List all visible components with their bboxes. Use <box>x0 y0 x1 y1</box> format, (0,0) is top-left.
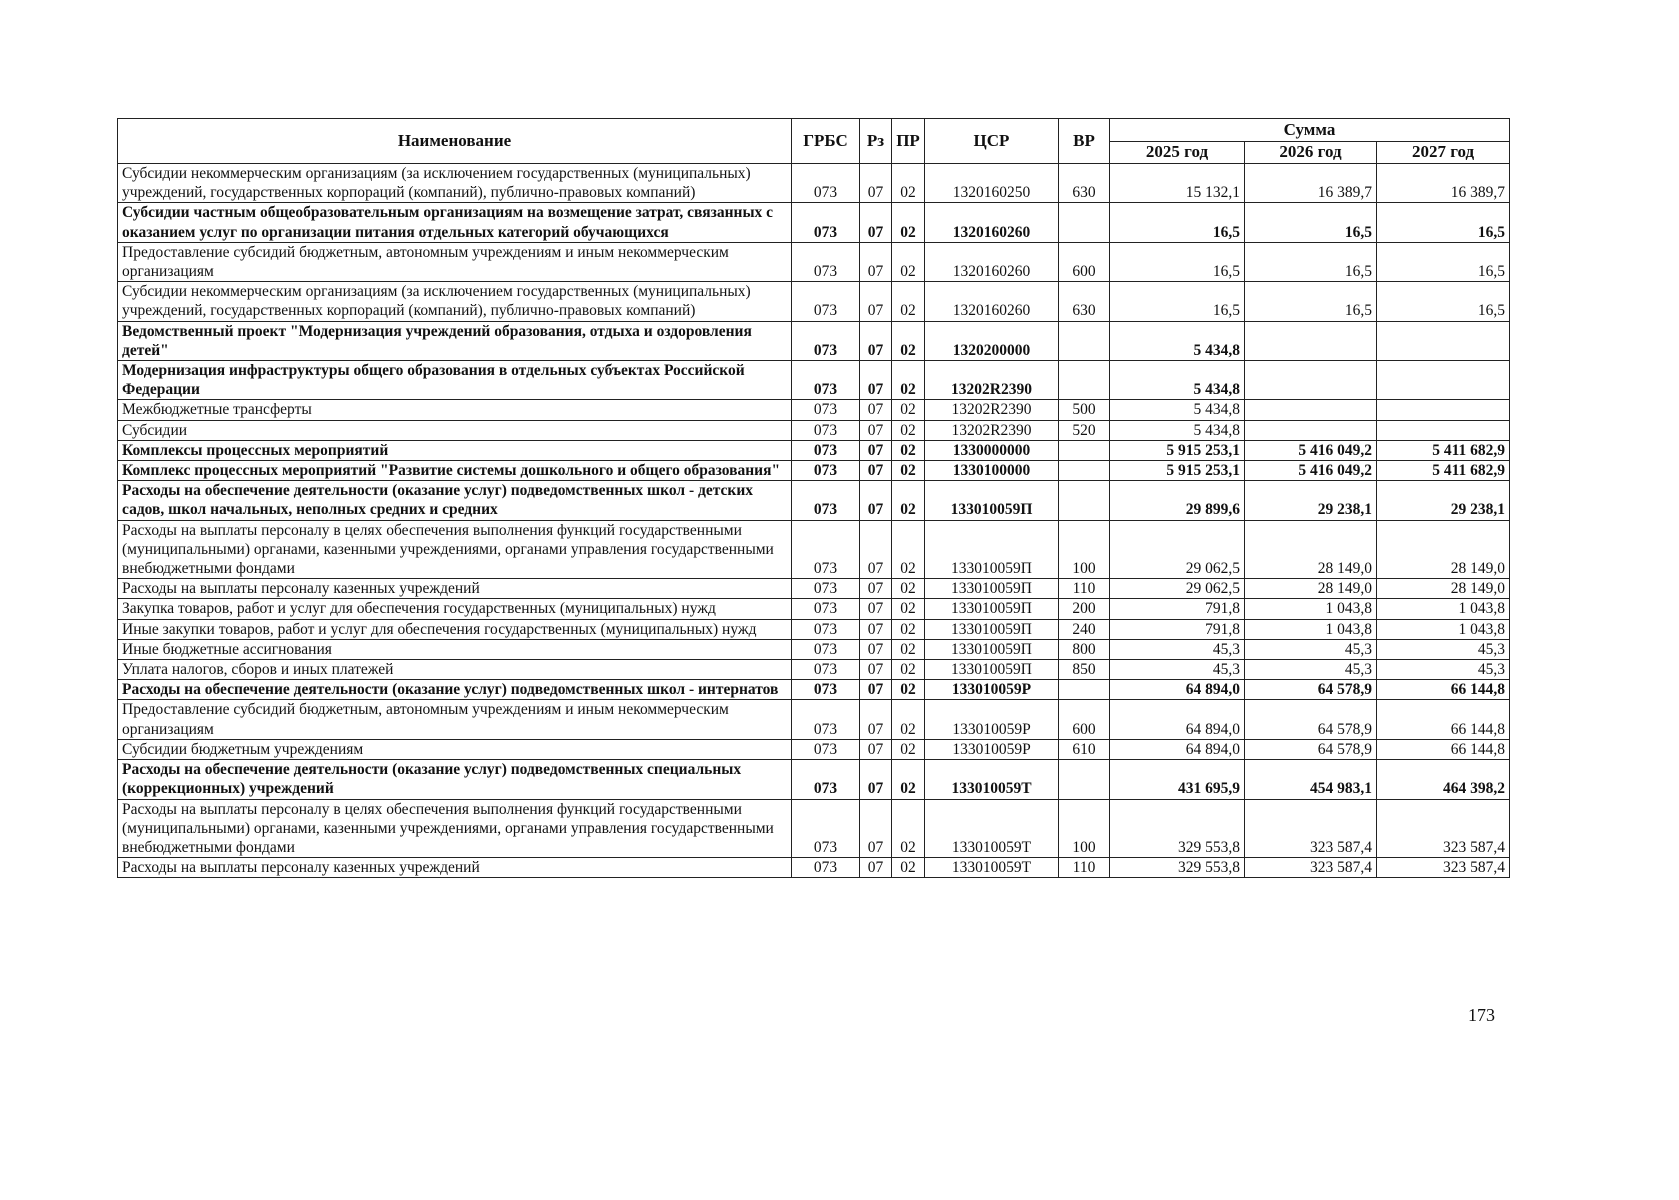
cell-2025: 16,5 <box>1110 203 1245 242</box>
cell-2026: 16 389,7 <box>1245 164 1377 203</box>
cell-vr: 100 <box>1059 799 1110 858</box>
cell-2027: 45,3 <box>1377 639 1510 659</box>
cell-rz: 07 <box>860 579 892 599</box>
cell-pr: 02 <box>892 680 925 700</box>
cell-2026: 1 043,8 <box>1245 619 1377 639</box>
cell-2026: 5 416 049,2 <box>1245 440 1377 460</box>
cell-csr: 13202R2390 <box>925 361 1059 400</box>
cell-grbs: 073 <box>792 203 860 242</box>
cell-grbs: 073 <box>792 440 860 460</box>
cell-pr: 02 <box>892 400 925 420</box>
cell-grbs: 073 <box>792 760 860 799</box>
table-row <box>118 760 1510 799</box>
cell-2027: 323 587,4 <box>1377 858 1510 878</box>
cell-grbs: 073 <box>792 660 860 680</box>
cell-rz: 07 <box>860 242 892 281</box>
cell-name: Расходы на обеспечение деятельности (оказание услуг) подведомственных специальных (коррекционных) учреждений <box>118 760 792 799</box>
cell-2026: 64 578,9 <box>1245 700 1377 739</box>
cell-grbs: 073 <box>792 639 860 659</box>
table-row <box>118 579 1510 599</box>
cell-name: Субсидии некоммерческим организациям (за исключением государственных (муниципальных) учреждений, государственных корпораций (компаний), публично-правовых компаний) <box>118 164 792 203</box>
cell-2026 <box>1245 321 1377 360</box>
budget-table-sheet <box>117 118 1509 878</box>
budget-table <box>117 118 1510 878</box>
table-row <box>118 739 1510 759</box>
cell-2027 <box>1377 400 1510 420</box>
table-row <box>118 461 1510 481</box>
cell-pr: 02 <box>892 321 925 360</box>
cell-vr: 200 <box>1059 599 1110 619</box>
cell-2025: 64 894,0 <box>1110 700 1245 739</box>
table-row <box>118 282 1510 321</box>
cell-csr: 1320160250 <box>925 164 1059 203</box>
cell-name: Уплата налогов, сборов и иных платежей <box>118 660 792 680</box>
cell-2025: 5 434,8 <box>1110 321 1245 360</box>
header-grbs: ГРБС <box>792 119 860 164</box>
cell-name: Расходы на выплаты персоналу в целях обеспечения выполнения функций государственными (муниципальными) органами, казенными учреждениями, органами управления государственными внебюджетными фондами <box>118 520 792 579</box>
cell-csr: 133010059П <box>925 639 1059 659</box>
header-name: Наименование <box>118 119 792 164</box>
header-year-2027: 2027 год <box>1377 141 1510 164</box>
cell-name: Субсидии некоммерческим организациям (за исключением государственных (муниципальных) учреждений, государственных корпораций (компаний), публично-правовых компаний) <box>118 282 792 321</box>
cell-2025: 791,8 <box>1110 599 1245 619</box>
cell-2027: 16 389,7 <box>1377 164 1510 203</box>
header-year-2025: 2025 год <box>1110 141 1245 164</box>
cell-csr: 133010059Р <box>925 700 1059 739</box>
cell-2025: 45,3 <box>1110 639 1245 659</box>
cell-vr <box>1059 481 1110 520</box>
cell-2027: 1 043,8 <box>1377 599 1510 619</box>
cell-csr: 1330100000 <box>925 461 1059 481</box>
table-row <box>118 700 1510 739</box>
table-row <box>118 680 1510 700</box>
table-row <box>118 164 1510 203</box>
cell-pr: 02 <box>892 660 925 680</box>
cell-2025: 64 894,0 <box>1110 680 1245 700</box>
cell-csr: 1320160260 <box>925 203 1059 242</box>
cell-csr: 133010059П <box>925 520 1059 579</box>
cell-name: Закупка товаров, работ и услуг для обеспечения государственных (муниципальных) нужд <box>118 599 792 619</box>
table-header <box>118 119 1510 164</box>
cell-vr: 100 <box>1059 520 1110 579</box>
cell-csr: 13202R2390 <box>925 400 1059 420</box>
cell-pr: 02 <box>892 858 925 878</box>
cell-rz: 07 <box>860 481 892 520</box>
cell-2026: 16,5 <box>1245 282 1377 321</box>
cell-2027: 16,5 <box>1377 282 1510 321</box>
cell-grbs: 073 <box>792 799 860 858</box>
cell-2027: 5 411 682,9 <box>1377 461 1510 481</box>
cell-2026: 45,3 <box>1245 660 1377 680</box>
cell-2027: 66 144,8 <box>1377 680 1510 700</box>
cell-2027: 323 587,4 <box>1377 799 1510 858</box>
cell-2025: 329 553,8 <box>1110 799 1245 858</box>
cell-csr: 133010059Р <box>925 680 1059 700</box>
cell-vr: 240 <box>1059 619 1110 639</box>
cell-name: Ведомственный проект "Модернизация учреждений образования, отдыха и оздоровления детей" <box>118 321 792 360</box>
page-number: 173 <box>1468 1005 1495 1025</box>
header-csr: ЦСР <box>925 119 1059 164</box>
cell-name: Расходы на выплаты персоналу в целях обеспечения выполнения функций государственными (муниципальными) органами, казенными учреждениями, органами управления государственными внебюджетными фондами <box>118 799 792 858</box>
cell-csr: 133010059П <box>925 579 1059 599</box>
cell-csr: 13202R2390 <box>925 420 1059 440</box>
cell-rz: 07 <box>860 760 892 799</box>
cell-grbs: 073 <box>792 739 860 759</box>
cell-name: Иные бюджетные ассигнования <box>118 639 792 659</box>
cell-grbs: 073 <box>792 164 860 203</box>
table-row <box>118 599 1510 619</box>
cell-pr: 02 <box>892 420 925 440</box>
table-row <box>118 361 1510 400</box>
table-row <box>118 660 1510 680</box>
cell-pr: 02 <box>892 461 925 481</box>
cell-vr: 110 <box>1059 858 1110 878</box>
table-row <box>118 400 1510 420</box>
cell-2027: 16,5 <box>1377 203 1510 242</box>
cell-csr: 133010059П <box>925 599 1059 619</box>
cell-rz: 07 <box>860 660 892 680</box>
cell-2025: 29 062,5 <box>1110 579 1245 599</box>
cell-2025: 5 915 253,1 <box>1110 461 1245 481</box>
table-row <box>118 799 1510 858</box>
cell-2026: 16,5 <box>1245 242 1377 281</box>
cell-2027: 464 398,2 <box>1377 760 1510 799</box>
cell-2025: 64 894,0 <box>1110 739 1245 759</box>
cell-csr: 133010059П <box>925 619 1059 639</box>
cell-pr: 02 <box>892 760 925 799</box>
cell-pr: 02 <box>892 361 925 400</box>
cell-vr: 500 <box>1059 400 1110 420</box>
cell-csr: 133010059Т <box>925 858 1059 878</box>
cell-rz: 07 <box>860 420 892 440</box>
cell-2027: 28 149,0 <box>1377 579 1510 599</box>
cell-2026: 45,3 <box>1245 639 1377 659</box>
cell-2025: 29 062,5 <box>1110 520 1245 579</box>
cell-pr: 02 <box>892 520 925 579</box>
cell-csr: 133010059П <box>925 660 1059 680</box>
cell-name: Субсидии частным общеобразовательным организациям на возмещение затрат, связанных с оказанием услуг по организации питания отдельных категорий обучающихся <box>118 203 792 242</box>
cell-pr: 02 <box>892 700 925 739</box>
cell-rz: 07 <box>860 440 892 460</box>
cell-rz: 07 <box>860 164 892 203</box>
cell-csr: 1320160260 <box>925 282 1059 321</box>
cell-csr: 133010059П <box>925 481 1059 520</box>
cell-name: Иные закупки товаров, работ и услуг для обеспечения государственных (муниципальных) нужд <box>118 619 792 639</box>
table-row <box>118 242 1510 281</box>
cell-name: Расходы на выплаты персоналу казенных учреждений <box>118 579 792 599</box>
cell-2026 <box>1245 361 1377 400</box>
cell-2026: 5 416 049,2 <box>1245 461 1377 481</box>
cell-vr <box>1059 461 1110 481</box>
cell-vr: 630 <box>1059 282 1110 321</box>
cell-2026: 1 043,8 <box>1245 599 1377 619</box>
cell-pr: 02 <box>892 599 925 619</box>
cell-grbs: 073 <box>792 461 860 481</box>
cell-2025: 15 132,1 <box>1110 164 1245 203</box>
cell-name: Расходы на обеспечение деятельности (оказание услуг) подведомственных школ - детских садов, школ начальных, неполных средних и средних <box>118 481 792 520</box>
header-rz: Рз <box>860 119 892 164</box>
cell-vr: 110 <box>1059 579 1110 599</box>
cell-2027: 66 144,8 <box>1377 700 1510 739</box>
cell-pr: 02 <box>892 242 925 281</box>
cell-2027: 16,5 <box>1377 242 1510 281</box>
cell-vr <box>1059 361 1110 400</box>
cell-vr: 800 <box>1059 639 1110 659</box>
cell-grbs: 073 <box>792 579 860 599</box>
cell-2027 <box>1377 420 1510 440</box>
cell-csr: 133010059Т <box>925 760 1059 799</box>
table-row <box>118 639 1510 659</box>
cell-pr: 02 <box>892 579 925 599</box>
cell-name: Комплекс процессных мероприятий "Развитие системы дошкольного и общего образования" <box>118 461 792 481</box>
cell-rz: 07 <box>860 639 892 659</box>
cell-vr: 520 <box>1059 420 1110 440</box>
cell-rz: 07 <box>860 858 892 878</box>
cell-2026 <box>1245 420 1377 440</box>
cell-2027: 1 043,8 <box>1377 619 1510 639</box>
cell-csr: 133010059Р <box>925 739 1059 759</box>
cell-grbs: 073 <box>792 420 860 440</box>
cell-2027: 29 238,1 <box>1377 481 1510 520</box>
table-body <box>118 164 1510 878</box>
cell-pr: 02 <box>892 639 925 659</box>
cell-name: Расходы на выплаты персоналу казенных учреждений <box>118 858 792 878</box>
cell-pr: 02 <box>892 203 925 242</box>
cell-rz: 07 <box>860 520 892 579</box>
table-row <box>118 481 1510 520</box>
cell-vr: 600 <box>1059 700 1110 739</box>
cell-rz: 07 <box>860 461 892 481</box>
cell-csr: 133010059Т <box>925 799 1059 858</box>
cell-vr <box>1059 440 1110 460</box>
cell-2027: 66 144,8 <box>1377 739 1510 759</box>
cell-pr: 02 <box>892 481 925 520</box>
cell-rz: 07 <box>860 400 892 420</box>
cell-grbs: 073 <box>792 858 860 878</box>
cell-2027: 28 149,0 <box>1377 520 1510 579</box>
cell-2025: 29 899,6 <box>1110 481 1245 520</box>
cell-2026: 64 578,9 <box>1245 739 1377 759</box>
cell-2027 <box>1377 321 1510 360</box>
cell-pr: 02 <box>892 440 925 460</box>
cell-grbs: 073 <box>792 700 860 739</box>
cell-rz: 07 <box>860 619 892 639</box>
cell-grbs: 073 <box>792 599 860 619</box>
cell-2026: 323 587,4 <box>1245 799 1377 858</box>
table-row <box>118 420 1510 440</box>
cell-vr <box>1059 203 1110 242</box>
cell-rz: 07 <box>860 680 892 700</box>
cell-2025: 329 553,8 <box>1110 858 1245 878</box>
cell-2025: 45,3 <box>1110 660 1245 680</box>
cell-vr <box>1059 760 1110 799</box>
cell-2026: 454 983,1 <box>1245 760 1377 799</box>
cell-rz: 07 <box>860 799 892 858</box>
header-vr: ВР <box>1059 119 1110 164</box>
cell-2025: 791,8 <box>1110 619 1245 639</box>
cell-rz: 07 <box>860 700 892 739</box>
cell-2027 <box>1377 361 1510 400</box>
cell-grbs: 073 <box>792 282 860 321</box>
cell-csr: 1320160260 <box>925 242 1059 281</box>
cell-2027: 45,3 <box>1377 660 1510 680</box>
cell-vr <box>1059 680 1110 700</box>
cell-rz: 07 <box>860 599 892 619</box>
cell-vr: 630 <box>1059 164 1110 203</box>
cell-2025: 5 434,8 <box>1110 361 1245 400</box>
cell-vr <box>1059 321 1110 360</box>
header-pr: ПР <box>892 119 925 164</box>
cell-vr: 850 <box>1059 660 1110 680</box>
cell-name: Межбюджетные трансферты <box>118 400 792 420</box>
cell-pr: 02 <box>892 164 925 203</box>
cell-2026: 16,5 <box>1245 203 1377 242</box>
cell-2025: 5 915 253,1 <box>1110 440 1245 460</box>
cell-name: Предоставление субсидий бюджетным, автономным учреждениям и иным некоммерческим организациям <box>118 242 792 281</box>
header-year-2026: 2026 год <box>1245 141 1377 164</box>
cell-grbs: 073 <box>792 361 860 400</box>
cell-2025: 431 695,9 <box>1110 760 1245 799</box>
header-sum: Сумма <box>1110 119 1510 142</box>
cell-name: Субсидии <box>118 420 792 440</box>
cell-csr: 1320200000 <box>925 321 1059 360</box>
table-row <box>118 858 1510 878</box>
cell-pr: 02 <box>892 739 925 759</box>
cell-2026: 323 587,4 <box>1245 858 1377 878</box>
cell-2026: 28 149,0 <box>1245 520 1377 579</box>
table-row <box>118 520 1510 579</box>
cell-vr: 610 <box>1059 739 1110 759</box>
cell-2025: 16,5 <box>1110 282 1245 321</box>
cell-2026 <box>1245 400 1377 420</box>
cell-grbs: 073 <box>792 520 860 579</box>
cell-grbs: 073 <box>792 242 860 281</box>
table-row <box>118 321 1510 360</box>
cell-rz: 07 <box>860 361 892 400</box>
cell-rz: 07 <box>860 203 892 242</box>
cell-rz: 07 <box>860 321 892 360</box>
cell-2025: 5 434,8 <box>1110 400 1245 420</box>
cell-name: Комплексы процессных мероприятий <box>118 440 792 460</box>
table-row <box>118 619 1510 639</box>
cell-2026: 28 149,0 <box>1245 579 1377 599</box>
cell-2026: 29 238,1 <box>1245 481 1377 520</box>
cell-2026: 64 578,9 <box>1245 680 1377 700</box>
cell-name: Предоставление субсидий бюджетным, автономным учреждениям и иным некоммерческим организациям <box>118 700 792 739</box>
cell-grbs: 073 <box>792 400 860 420</box>
cell-pr: 02 <box>892 282 925 321</box>
cell-name: Субсидии бюджетным учреждениям <box>118 739 792 759</box>
cell-pr: 02 <box>892 799 925 858</box>
cell-csr: 1330000000 <box>925 440 1059 460</box>
cell-grbs: 073 <box>792 321 860 360</box>
table-row <box>118 203 1510 242</box>
cell-rz: 07 <box>860 739 892 759</box>
cell-2025: 5 434,8 <box>1110 420 1245 440</box>
cell-grbs: 073 <box>792 481 860 520</box>
cell-rz: 07 <box>860 282 892 321</box>
cell-vr: 600 <box>1059 242 1110 281</box>
cell-name: Расходы на обеспечение деятельности (оказание услуг) подведомственных школ - интернатов <box>118 680 792 700</box>
table-row <box>118 440 1510 460</box>
cell-pr: 02 <box>892 619 925 639</box>
cell-grbs: 073 <box>792 680 860 700</box>
cell-name: Модернизация инфраструктуры общего образования в отдельных субъектах Российской Федерации <box>118 361 792 400</box>
cell-grbs: 073 <box>792 619 860 639</box>
cell-2025: 16,5 <box>1110 242 1245 281</box>
cell-2027: 5 411 682,9 <box>1377 440 1510 460</box>
